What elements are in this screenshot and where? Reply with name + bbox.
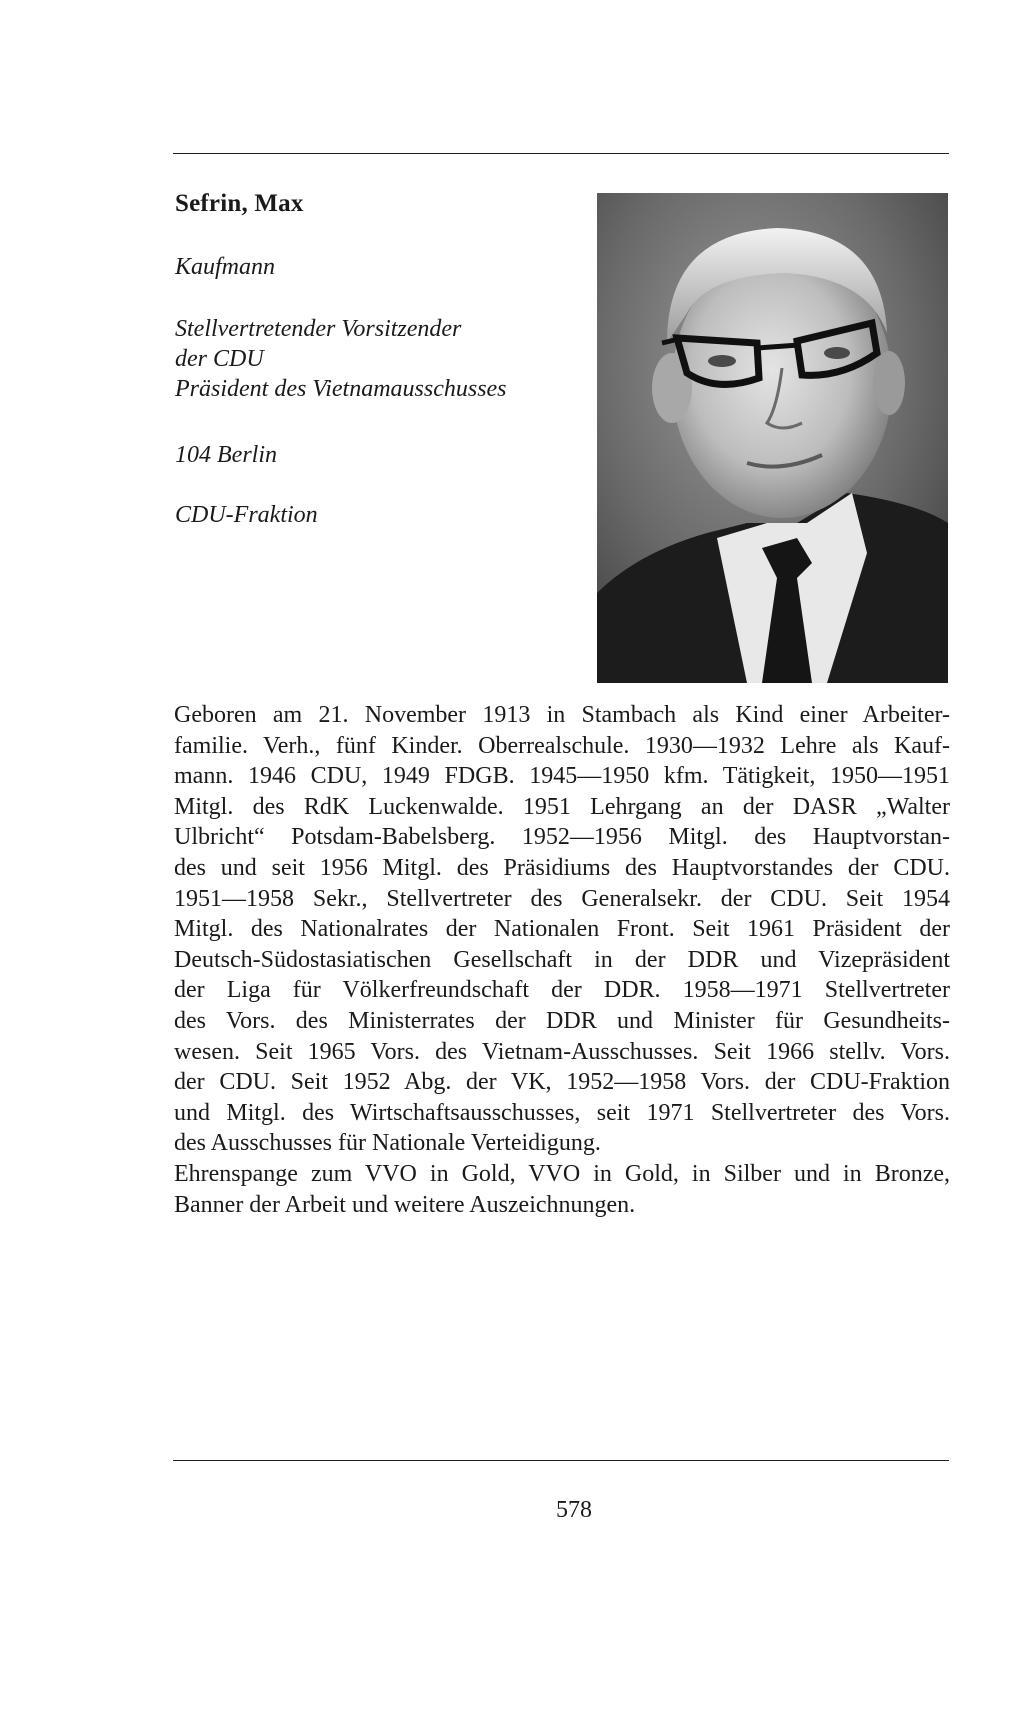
bio-line: wesen. Seit 1965 Vors. des Vietnam-Ausschusses. Seit 1966 stellv. Vors.	[174, 1038, 950, 1065]
awards-paragraph	[174, 1159, 950, 1220]
bio-line: der Liga für Völkerfreundschaft der DDR. 1958—1971 Stellvertreter	[174, 977, 950, 1004]
function-line: Präsident des Vietnamausschusses	[175, 376, 507, 402]
bio-line: des Vors. des Ministerrates der DDR und Minister für Gesundheits-	[174, 1007, 950, 1034]
bio-line: Mitgl. des Nationalrates der Nationalen Front. Seit 1961 Präsident der	[174, 916, 950, 943]
bio-line: Mitgl. des RdK Luckenwalde. 1951 Lehrgang an der DASR „Walter	[174, 793, 950, 820]
function-line: der CDU	[175, 346, 264, 372]
bottom-rule	[173, 1460, 949, 1461]
functions	[175, 314, 507, 404]
bio-line: familie. Verh., fünf Kinder. Oberrealschule. 1930—1932 Lehre als Kauf-	[174, 732, 950, 759]
location: 104 Berlin	[175, 442, 277, 468]
page-number: 578	[556, 1497, 592, 1523]
awards-line: Ehrenspange zum VVO in Gold, VVO in Gold, in Silber und in Bronze,	[174, 1160, 950, 1187]
portrait-photo	[597, 193, 948, 683]
bio-line: mann. 1946 CDU, 1949 FDGB. 1945—1950 kfm. Tätigkeit, 1950—1951	[174, 763, 950, 790]
function-line: Stellvertretender Vorsitzender	[175, 316, 462, 342]
bio-line: 1951—1958 Sekr., Stellvertreter des Generalsekr. der CDU. Seit 1954	[174, 885, 950, 912]
bio-line: Deutsch-Südostasiatischen Gesellschaft in der DDR und Vizepräsident	[174, 946, 950, 973]
bio-line: der CDU. Seit 1952 Abg. der VK, 1952—1958 Vors. der CDU-Fraktion	[174, 1069, 950, 1096]
occupation: Kaufmann	[175, 254, 276, 280]
bio-line: und Mitgl. des Wirtschaftsausschusses, seit 1971 Stellvertreter des Vors.	[174, 1099, 950, 1126]
awards-line: Banner der Arbeit und weitere Auszeichnungen.	[174, 1191, 636, 1218]
faction: CDU-Fraktion	[175, 502, 318, 528]
biography-text	[174, 700, 950, 1220]
bio-line: des Ausschusses für Nationale Verteidigung.	[174, 1130, 601, 1157]
bio-line: des und seit 1956 Mitgl. des Präsidiums des Hauptvorstandes der CDU.	[174, 854, 950, 881]
top-rule	[173, 153, 949, 154]
biography-paragraph	[174, 700, 950, 1159]
person-name: Sefrin, Max	[175, 190, 304, 217]
bio-line: Geboren am 21. November 1913 in Stambach als Kind einer Arbeiter-	[174, 702, 950, 728]
bio-line: Ulbricht“ Potsdam-Babelsberg. 1952—1956 Mitgl. des Hauptvorstan-	[174, 824, 950, 851]
